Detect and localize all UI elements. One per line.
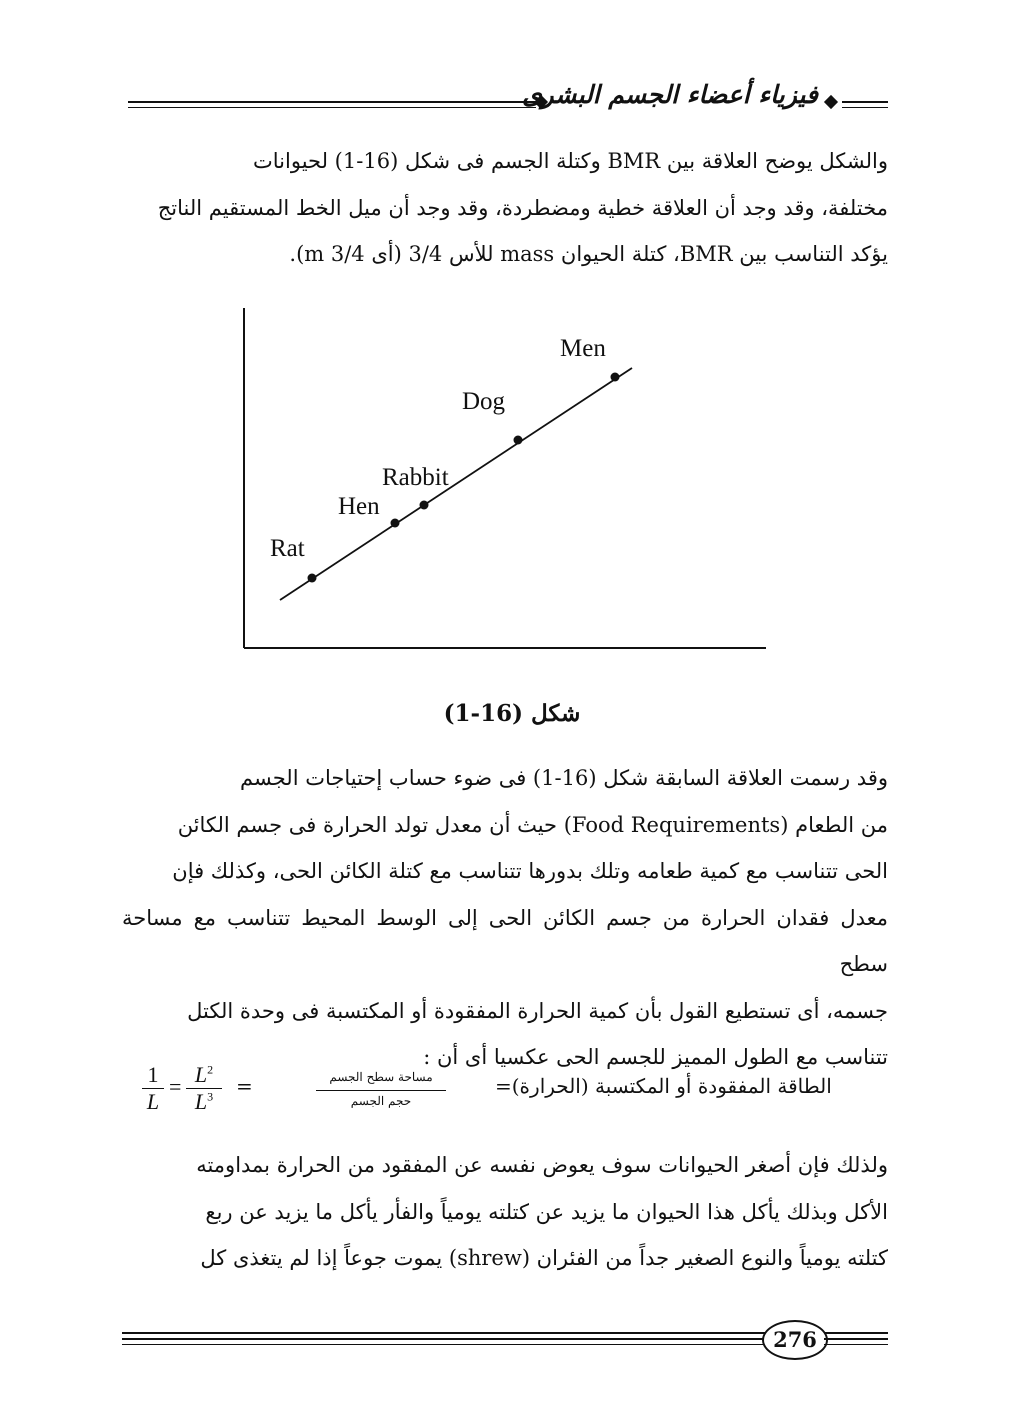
closing-line-2: الأكل وبذلك يأكل هذا الحيوان ما يزيد عن كتلته يومياً والفأر يأكل ما يزيد عن ربع bbox=[205, 1199, 888, 1224]
intro-paragraph bbox=[122, 138, 888, 278]
footer-rule-left-2 bbox=[122, 1338, 766, 1340]
equation-frac-bar bbox=[316, 1090, 446, 1091]
math-L: L bbox=[146, 1089, 160, 1114]
data-point-men bbox=[611, 373, 620, 382]
point-label-hen: Hen bbox=[338, 493, 380, 520]
math-L-cubed bbox=[186, 1089, 222, 1115]
math-L2-base: L bbox=[194, 1062, 208, 1087]
equation-frac-numerator: مساحة سطح الجسم bbox=[329, 1070, 433, 1084]
footer-rule-right bbox=[824, 1332, 888, 1334]
math-L2-exp: 2 bbox=[207, 1062, 214, 1077]
header-rule-left bbox=[128, 101, 536, 103]
header-rule-left-2 bbox=[128, 107, 536, 108]
header-rule-right bbox=[842, 101, 888, 103]
body-line-2: من الطعام (Food Requirements) حيث أن معدل تولد الحرارة فى جسم الكائن bbox=[177, 812, 888, 837]
data-point-rat bbox=[308, 574, 317, 583]
intro-line-3: يؤكد التناسب بين BMR، كتلة الحيوان mass للأس 3/4 (أى m 3/4). bbox=[289, 242, 888, 266]
body-line-6: تتناسب مع الطول المميز للجسم الحى عكسيا أى أن : bbox=[423, 1045, 888, 1069]
math-fraction-L2-over-L3 bbox=[186, 1062, 222, 1115]
bmr-mass-chart bbox=[230, 300, 790, 670]
point-label-men: Men bbox=[560, 335, 606, 362]
body-line-4: معدل فقدان الحرارة من جسم الكائن الحى إلى الوسط المحيط تتناسب مع مساحة سطح bbox=[122, 905, 888, 976]
point-labels bbox=[270, 335, 606, 562]
math-one: 1 bbox=[147, 1062, 159, 1087]
equation-equals-1: = bbox=[236, 1074, 253, 1098]
equation-lhs: الطاقة المفقودة أو المكتسبة (الحرارة)= bbox=[495, 1074, 832, 1098]
math-L3-base: L bbox=[194, 1089, 208, 1114]
math-fraction-1-over-L bbox=[142, 1062, 164, 1115]
body-line-5: جسمه، أى تستطيع القول بأن كمية الحرارة المفقودة أو المكتسبة فى وحدة الكتل bbox=[187, 998, 888, 1023]
point-label-rabbit: Rabbit bbox=[382, 464, 449, 491]
footer-rule-right-2 bbox=[824, 1338, 888, 1340]
math-L3-exp: 3 bbox=[207, 1089, 214, 1104]
closing-line-3: كتلته يومياً والنوع الصغير جداً من الفئران (shrew) يموت جوعاً إذا لم يتغذى كل bbox=[200, 1246, 888, 1270]
equation-frac-denominator: حجم الجسم bbox=[350, 1094, 412, 1108]
math-L-squared bbox=[186, 1062, 222, 1088]
closing-paragraph bbox=[122, 1142, 888, 1282]
footer-rule-right-3 bbox=[824, 1344, 888, 1345]
intro-line-2: مختلفة، وقد وجد أن العلاقة خطية ومضطردة، وقد وجد أن ميل الخط المستقيم الناتج bbox=[157, 195, 888, 220]
data-point-rabbit bbox=[420, 501, 429, 510]
footer-rule-left bbox=[122, 1332, 766, 1334]
page-number: 276 bbox=[762, 1320, 828, 1360]
trend-line bbox=[280, 368, 632, 600]
point-label-rat: Rat bbox=[270, 535, 305, 562]
body-paragraph bbox=[122, 755, 888, 1081]
intro-line-1: والشكل يوضح العلاقة بين BMR وكتلة الجسم فى شكل (16-1) لحيوانات bbox=[253, 149, 888, 173]
math-equals-2: = bbox=[169, 1074, 182, 1099]
body-line-1: وقد رسمت العلاقة السابقة شكل (16-1) فى ضوء حساب إحتياجات الجسم bbox=[240, 766, 888, 790]
closing-line-1: ولذلك فإن أصغر الحيوانات سوف يعوض نفسه عن المفقود من الحرارة بمداومته bbox=[196, 1153, 888, 1177]
header-title: فيزياء أعضاء الجسم البشرى bbox=[521, 80, 818, 109]
header-diamond-right bbox=[824, 95, 838, 109]
point-label-dog: Dog bbox=[462, 388, 506, 415]
data-point-dog bbox=[514, 436, 523, 445]
footer-rule-left-3 bbox=[122, 1344, 766, 1345]
body-line-3: الحى تتناسب مع كمية طعامه وتلك بدورها تتناسب مع كتلة الكائن الحى، وكذلك فإن bbox=[172, 859, 888, 883]
data-point-hen bbox=[391, 519, 400, 528]
figure-caption: شكل (16-1) bbox=[443, 700, 581, 727]
header-rule-right-2 bbox=[842, 107, 888, 108]
